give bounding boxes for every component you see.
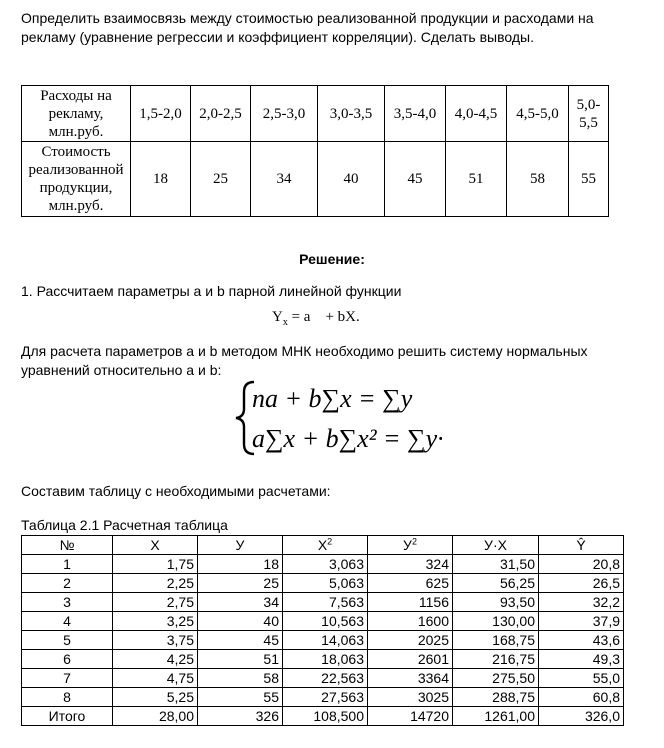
cell-yx: 168,75 <box>453 631 539 650</box>
table-row <box>22 574 624 593</box>
cell-n: 2 <box>22 574 113 593</box>
cell-n: 7 <box>22 669 113 688</box>
mnk-text: Для расчета параметров a и b методом МНК необходимо решить систему нормальных уравнений относительно a и b: <box>21 343 588 378</box>
cell-yhat: 49,3 <box>539 650 624 669</box>
equation-brace-icon <box>232 378 442 458</box>
cell-y: 51 <box>198 650 283 669</box>
normal-equations-system <box>232 378 442 463</box>
cell-x2: 14,063 <box>283 631 368 650</box>
equation-2: a∑x + b∑x² = ∑y·x <box>252 424 442 453</box>
cell-y: 326 <box>198 707 283 726</box>
cell-x2: 27,563 <box>283 688 368 707</box>
cell-yhat: 20,8 <box>539 555 624 574</box>
table-total-row <box>22 707 624 726</box>
value-cell: 58 <box>507 142 569 217</box>
task-text: Определить взаимосвязь между стоимостью реализованной продукции и расходами на рекламу (уравнение регрессии и коэффициент корреляции). Сделать выводы. <box>21 10 594 45</box>
cell-yhat: 326,0 <box>539 707 624 726</box>
value-cell: 18 <box>131 142 191 217</box>
cell-y2: 2025 <box>368 631 453 650</box>
table-row <box>22 688 624 707</box>
cell-x: 2,25 <box>113 574 198 593</box>
header-yhat: Ŷ <box>539 536 624 555</box>
cell-y: 18 <box>198 555 283 574</box>
cell-n: 8 <box>22 688 113 707</box>
table-row <box>22 631 624 650</box>
header-y2-exp: 2 <box>411 536 417 547</box>
cell-x: 4,25 <box>113 650 198 669</box>
row-label-sales: Стоимость реализованной продукции, млн.руб. <box>22 142 131 217</box>
interval-cell: 2,5-3,0 <box>251 86 318 142</box>
cell-x2: 10,563 <box>283 612 368 631</box>
value-cell: 34 <box>251 142 318 217</box>
interval-cell: 2,0-2,5 <box>191 86 251 142</box>
cell-y2: 1156 <box>368 593 453 612</box>
table-row <box>22 650 624 669</box>
cell-yx: 130,00 <box>453 612 539 631</box>
step-1-text: 1. Рассчитаем параметры a и b парной линейной функции <box>21 283 402 299</box>
header-y2-base: У <box>403 537 412 553</box>
cell-yhat: 26,5 <box>539 574 624 593</box>
cell-y: 55 <box>198 688 283 707</box>
table-row <box>22 669 624 688</box>
cell-n: 5 <box>22 631 113 650</box>
table-row <box>22 612 624 631</box>
cell-x: 28,00 <box>113 707 198 726</box>
cell-x2: 7,563 <box>283 593 368 612</box>
cell-yx: 216,75 <box>453 650 539 669</box>
header-x2 <box>283 536 368 555</box>
table-caption: Таблица 2.1 Расчетная таблица <box>21 517 228 533</box>
cell-y2: 3364 <box>368 669 453 688</box>
cell-x2: 18,063 <box>283 650 368 669</box>
cell-x: 3,25 <box>113 612 198 631</box>
interval-cell: 3,5-4,0 <box>385 86 446 142</box>
interval-cell: 1,5-2,0 <box>131 86 191 142</box>
cell-x2: 108,500 <box>283 707 368 726</box>
interval-cell: 3,0-3,5 <box>318 86 385 142</box>
cell-y: 25 <box>198 574 283 593</box>
cell-x: 2,75 <box>113 593 198 612</box>
interval-cell: 4,0-4,5 <box>446 86 507 142</box>
cell-x2: 3,063 <box>283 555 368 574</box>
cell-yhat: 55,0 <box>539 669 624 688</box>
cell-x: 3,75 <box>113 631 198 650</box>
formula-subscript: x <box>282 317 288 328</box>
equation-1: na + b∑x = ∑y <box>252 384 413 413</box>
cell-y: 58 <box>198 669 283 688</box>
cell-y2: 1600 <box>368 612 453 631</box>
cell-n: Итого <box>22 707 113 726</box>
advertising-sales-table <box>21 85 609 217</box>
cell-x2: 5,063 <box>283 574 368 593</box>
cell-n: 3 <box>22 593 113 612</box>
cell-yx: 275,50 <box>453 669 539 688</box>
cell-yhat: 43,6 <box>539 631 624 650</box>
value-cell: 55 <box>569 142 609 217</box>
value-cell: 25 <box>191 142 251 217</box>
row-label-advertising: Расходы на рекламу, млн.руб. <box>22 86 131 142</box>
cell-yx: 288,75 <box>453 688 539 707</box>
cell-y2: 324 <box>368 555 453 574</box>
table-row <box>22 593 624 612</box>
cell-yx: 56,25 <box>453 574 539 593</box>
formula-rest: = a + bX. <box>287 309 360 325</box>
interval-cell: 5,0-5,5 <box>569 86 609 142</box>
formula-y: Y <box>272 309 283 325</box>
table-row <box>22 555 624 574</box>
cell-x2: 22,563 <box>283 669 368 688</box>
cell-yhat: 37,9 <box>539 612 624 631</box>
cell-n: 1 <box>22 555 113 574</box>
cell-yx: 93,50 <box>453 593 539 612</box>
cell-yx: 1261,00 <box>453 707 539 726</box>
value-cell: 45 <box>385 142 446 217</box>
regression-formula <box>272 309 360 328</box>
header-y2 <box>368 536 453 555</box>
interval-cell: 4,5-5,0 <box>507 86 569 142</box>
value-cell: 51 <box>446 142 507 217</box>
cell-y2: 14720 <box>368 707 453 726</box>
cell-n: 6 <box>22 650 113 669</box>
cell-yhat: 32,2 <box>539 593 624 612</box>
cell-y2: 2601 <box>368 650 453 669</box>
cell-y2: 625 <box>368 574 453 593</box>
cell-y2: 3025 <box>368 688 453 707</box>
value-cell: 40 <box>318 142 385 217</box>
cell-x: 1,75 <box>113 555 198 574</box>
cell-y: 40 <box>198 612 283 631</box>
cell-y: 45 <box>198 631 283 650</box>
header-y: У <box>198 536 283 555</box>
header-yx: У·X <box>453 536 539 555</box>
cell-y: 34 <box>198 593 283 612</box>
cell-yx: 31,50 <box>453 555 539 574</box>
cell-n: 4 <box>22 612 113 631</box>
header-x: X <box>113 536 198 555</box>
header-n: № <box>22 536 113 555</box>
cell-x: 5,25 <box>113 688 198 707</box>
table-header-row <box>22 536 624 555</box>
calculation-table <box>21 535 624 726</box>
solution-heading: Решение: <box>299 251 365 267</box>
compose-text: Составим таблицу с необходимыми расчетами: <box>21 483 331 499</box>
header-x2-exp: 2 <box>327 536 333 547</box>
cell-x: 4,75 <box>113 669 198 688</box>
header-x2-base: X <box>317 537 328 553</box>
cell-yhat: 60,8 <box>539 688 624 707</box>
